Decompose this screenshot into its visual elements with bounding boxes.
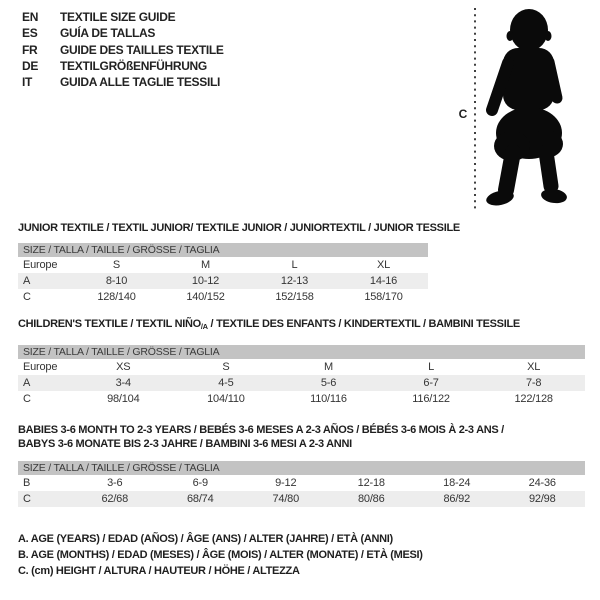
table-cell: 62/68 — [101, 493, 129, 505]
table-row — [18, 491, 585, 507]
language-row — [22, 42, 224, 58]
footnote-age-years: A. AGE (YEARS) / EDAD (AÑOS) / ÂGE (ANS) / ALTER (JAHRE) / ETÀ (ANNI) — [18, 533, 393, 545]
row-label: B — [23, 477, 31, 489]
language-row — [22, 74, 224, 90]
table-cell: 5-6 — [320, 377, 337, 389]
table-row — [18, 273, 428, 289]
language-code: ES — [22, 26, 38, 41]
row-label: C — [23, 291, 31, 303]
table-cell: L — [428, 361, 435, 373]
table-cell: 92/98 — [528, 493, 556, 505]
language-code: DE — [22, 59, 39, 74]
language-title: GUÍA DE TALLAS — [60, 26, 156, 41]
table-cell: 140/152 — [186, 291, 225, 303]
table-cell: 110/116 — [310, 393, 347, 405]
table-cell: 12-18 — [357, 477, 385, 489]
table-cell: S — [222, 361, 230, 373]
children-title-prefix: CHILDREN'S TEXTILE / TEXTIL NIÑO — [18, 318, 201, 330]
language-title: TEXTILE SIZE GUIDE — [60, 10, 176, 25]
children-size-table — [18, 359, 585, 407]
children-title-suffix: / TEXTILE DES ENFANTS / KINDERTEXTIL / BAMBINI TESSILE — [207, 318, 520, 330]
table-cell: 116/122 — [412, 393, 450, 405]
row-label: Europe — [23, 259, 58, 271]
language-code: EN — [22, 10, 39, 25]
table-cell: 6-7 — [423, 377, 439, 389]
table-cell: 86/92 — [443, 493, 471, 505]
language-title: TEXTILGRÖßENFÜHRUNG — [60, 59, 207, 74]
row-label: Europe — [23, 361, 58, 373]
table-cell: 24-36 — [528, 477, 556, 489]
children-title-sub: /A — [200, 322, 208, 331]
table-cell: 74/80 — [272, 493, 300, 505]
language-row — [22, 58, 224, 74]
table-cell: 3-6 — [107, 477, 123, 489]
footnote-height-cm: C. (cm) HEIGHT / ALTURA / HAUTEUR / HÖHE / ALTEZZA — [18, 565, 300, 578]
table-row — [18, 391, 585, 407]
babies-section-title-line1: BABIES 3-6 MONTH TO 2-3 YEARS / BEBÉS 3-6 MESES A 2-3 AÑOS / BÉBÉS 3-6 MOIS À 2-3 ANS / — [18, 424, 504, 436]
table-row — [18, 475, 585, 491]
language-code: FR — [22, 42, 38, 57]
table-cell: 4-5 — [218, 377, 234, 389]
height-label-c: C — [458, 107, 468, 121]
table-cell: 104/110 — [207, 393, 245, 405]
table-cell: 7-8 — [526, 377, 542, 389]
table-cell: XL — [527, 361, 541, 373]
table-cell: XL — [376, 259, 391, 271]
children-size-header-bar: SIZE / TALLA / TAILLE / GRÖSSE / TAGLIA — [18, 345, 585, 359]
babies-section-title-line2: BABYS 3-6 MONATE BIS 2-3 JAHRE / BAMBINI 3-6 MESI A 2-3 ANNI — [18, 438, 352, 450]
children-section-title — [18, 318, 520, 331]
table-cell: S — [112, 259, 121, 271]
table-cell: 128/140 — [97, 291, 136, 303]
table-cell: 10-12 — [191, 275, 220, 287]
row-label: C — [23, 493, 31, 505]
table-cell: 6-9 — [192, 477, 208, 489]
table-cell: 152/158 — [275, 291, 314, 303]
language-title: GUIDA ALLE TAGLIE TESSILI — [60, 75, 221, 90]
table-cell: 80/86 — [357, 493, 385, 505]
language-code: IT — [22, 75, 33, 90]
table-cell: XS — [116, 361, 131, 373]
language-row — [22, 9, 224, 25]
table-cell: 18-24 — [443, 477, 471, 489]
table-cell: 68/74 — [186, 493, 214, 505]
table-cell: 9-12 — [275, 477, 297, 489]
language-list — [22, 9, 224, 90]
junior-section-title: JUNIOR TEXTILE / TEXTIL JUNIOR/ TEXTILE JUNIOR / JUNIORTEXTIL / JUNIOR TESSILE — [18, 222, 460, 234]
table-row — [18, 375, 585, 391]
junior-size-table — [18, 257, 428, 305]
language-row — [22, 25, 224, 41]
table-cell: 8-10 — [105, 275, 128, 287]
table-cell: L — [291, 259, 298, 271]
babies-size-header-bar: SIZE / TALLA / TAILLE / GRÖSSE / TAGLIA — [18, 461, 585, 475]
table-cell: 14-16 — [369, 275, 398, 287]
table-cell: 3-4 — [115, 377, 131, 389]
table-cell: 98/104 — [107, 393, 140, 405]
table-cell: M — [201, 259, 210, 271]
table-row — [18, 359, 585, 375]
table-cell: M — [324, 361, 333, 373]
table-cell: 158/170 — [364, 291, 403, 303]
row-label: A — [23, 377, 31, 389]
table-row — [18, 289, 428, 305]
table-cell: 122/128 — [514, 393, 553, 405]
footnote-age-months: B. AGE (MONTHS) / EDAD (MESES) / ÂGE (MOIS) / ALTER (MONATE) / ETÀ (MESI) — [18, 549, 423, 562]
junior-size-header-bar: SIZE / TALLA / TAILLE / GRÖSSE / TAGLIA — [18, 243, 428, 257]
table-row — [18, 257, 428, 273]
language-title: GUIDE DES TAILLES TEXTILE — [60, 42, 224, 57]
table-cell: 12-13 — [280, 275, 309, 287]
row-label: A — [23, 275, 31, 287]
footnotes — [18, 531, 423, 580]
babies-size-table — [18, 475, 585, 507]
row-label: C — [23, 393, 31, 405]
